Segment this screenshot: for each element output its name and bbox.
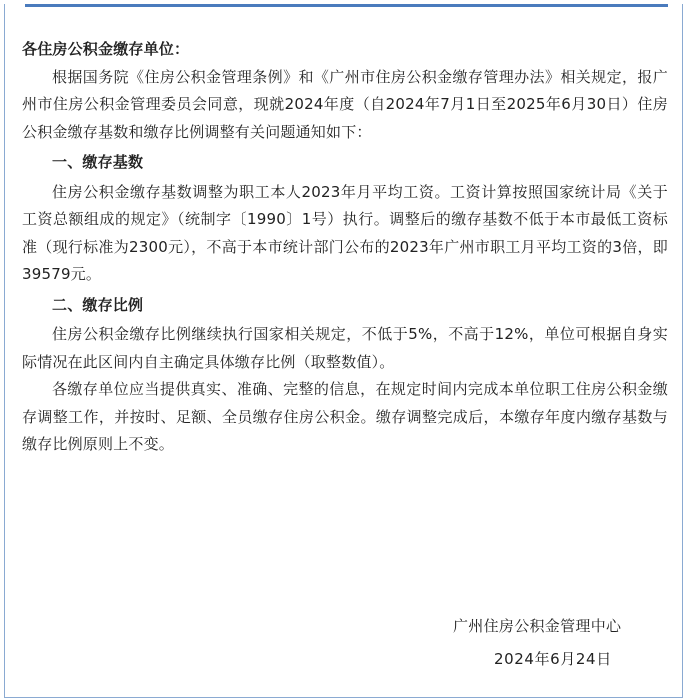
section-2-paragraph: 住房公积金缴存比例继续执行国家相关规定，不低于5%，不高于12%，单位可根据自身实际情况在此区间内自主确定具体缴存比例（取整数值）。 [22, 325, 668, 371]
signature-date: 2024年6月24日 [494, 650, 612, 668]
intro-paragraph: 根据国务院《住房公积金管理条例》和《广州市住房公积金缴存管理办法》相关规定，报广州市住房公积金管理委员会同意，现就2024年度（自2024年7月1日至2025年6月30日）住房公积金缴存基数和缴存比例调整有关问题通知如下： [22, 67, 668, 141]
signature-organization: 广州住房公积金管理中心 [453, 617, 622, 635]
closing-paragraph: 各缴存单位应当提供真实、准确、完整的信息，在规定时间内完成本单位职工住房公积金缴存调整工作，并按时、足额、全员缴存住房公积金。缴存调整完成后，本缴存年度内缴存基数与缴存比例原则上不变。 [22, 380, 668, 453]
section-1-paragraph: 住房公积金缴存基数调整为职工本人2023年月平均工资。工资计算按照国家统计局《关于工资总额组成的规定》（统制字〔1990〕1号）执行。调整后的缴存基数不低于本市最低工资标准（现行标准为2300元），不高于本市统计部门公布的2023年广州市职工月平均工资的3倍，即39579元。 [22, 182, 668, 283]
section-1-heading: 一、缴存基数 [52, 153, 144, 171]
notice-body [22, 36, 668, 459]
top-accent-bar [25, 4, 668, 7]
salutation: 各住房公积金缴存单位： [22, 40, 190, 58]
section-2-heading: 二、缴存比例 [52, 295, 144, 314]
